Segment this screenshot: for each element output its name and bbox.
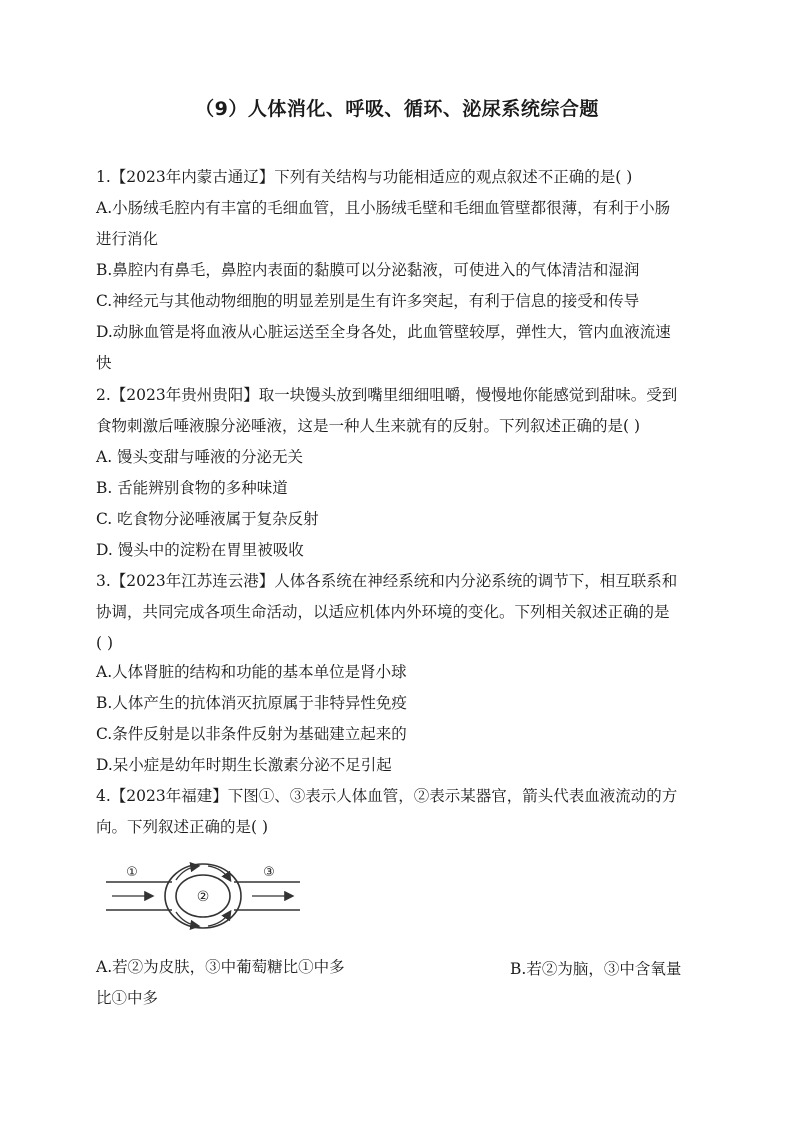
q1-stem: 1.【2023年内蒙古通辽】下列有关结构与功能相适应的观点叙述不正确的是( ) xyxy=(96,168,633,186)
label-3: ③ xyxy=(263,865,275,880)
q1-option-d: D.动脉血管是将血液从心脏运送至全身各处，此血管壁较厚，弹性大，管内血液流速 xyxy=(96,323,671,341)
q1-option-b: B.鼻腔内有鼻毛，鼻腔内表面的黏膜可以分泌黏液，可使进入的气体清洁和湿润 xyxy=(96,261,640,279)
blood-vessel-diagram xyxy=(104,852,302,942)
q1-option-a: A.小肠绒毛腔内有丰富的毛细血管，且小肠绒毛壁和毛细血管壁都很薄，有利于小肠 xyxy=(96,199,671,217)
q2-stem: 2.【2023年贵州贵阳】取一块馒头放到嘴里细细咀嚼，慢慢地你能感觉到甜味。受到 xyxy=(96,386,678,404)
q3-option-c: C.条件反射是以非条件反射为基础建立起来的 xyxy=(96,725,407,743)
page-title: （9）人体消化、呼吸、循环、泌尿系统综合题 xyxy=(195,98,599,120)
q3-stem-cont: 协调，共同完成各项生命活动，以适应机体内外环境的变化。下列相关叙述正确的是 xyxy=(96,603,670,621)
q3-option-a: A.人体肾脏的结构和功能的基本单位是肾小球 xyxy=(96,663,407,681)
label-1: ① xyxy=(126,865,138,880)
q2-option-d: D. 馒头中的淀粉在胃里被吸收 xyxy=(96,541,304,559)
q2-stem-cont: 食物刺激后唾液腺分泌唾液，这是一种人生来就有的反射。下列叙述正确的是( ) xyxy=(96,417,641,435)
q4-option-b: B.若②为脑，③中含氧量 xyxy=(510,960,682,978)
q3-option-d: D.呆小症是幼年时期生长激素分泌不足引起 xyxy=(96,756,392,774)
q2-option-a: A. 馒头变甜与唾液的分泌无关 xyxy=(96,448,304,466)
q4-stem: 4.【2023年福建】下图①、③表示人体血管，②表示某器官，箭头代表血液流动的方 xyxy=(96,787,678,805)
q4-stem-cont: 向。下列叙述正确的是( ) xyxy=(96,818,269,836)
q4-option-a: A.若②为皮肤，③中葡萄糖比①中多 xyxy=(96,958,345,976)
q2-option-b: B. 舌能辨别食物的多种味道 xyxy=(96,479,288,497)
q3-stem-paren: ( ) xyxy=(96,634,114,652)
q3-stem: 3.【2023年江苏连云港】人体各系统在神经系统和内分泌系统的调节下，相互联系和 xyxy=(96,572,678,590)
q2-option-c: C. 吃食物分泌唾液属于复杂反射 xyxy=(96,510,319,528)
q1-option-c: C.神经元与其他动物细胞的明显差别是生有许多突起，有利于信息的接受和传导 xyxy=(96,292,640,310)
q3-option-b: B.人体产生的抗体消灭抗原属于非特异性免疫 xyxy=(96,694,407,712)
q1-option-d-cont: 快 xyxy=(96,354,112,372)
label-2: ② xyxy=(196,889,210,905)
q1-option-a-cont: 进行消化 xyxy=(96,230,159,248)
q4-option-b-cont: 比①中多 xyxy=(96,989,159,1007)
